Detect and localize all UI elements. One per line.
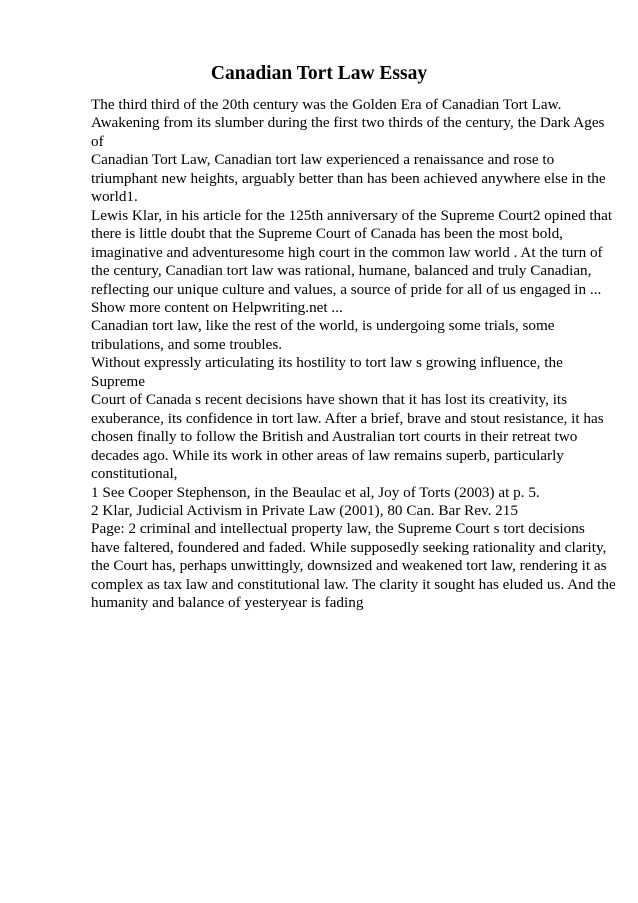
body-line: Without expressly articulating its hostility to tort law s growing influence, the: [91, 354, 563, 372]
body-line: Page: 2 criminal and intellectual property law, the Supreme Court s tort decisions: [91, 520, 585, 538]
body-line: complex as tax law and constitutional law. The clarity it sought has eluded us. And the: [91, 575, 616, 593]
body-line: Canadian Tort Law, Canadian tort law experienced a renaissance and rose to: [91, 151, 555, 169]
show-more-link[interactable]: Show more content on Helpwriting.net ...: [91, 298, 343, 316]
body-line: the Court has, perhaps unwittingly, downsized and weakened tort law, rendering it as: [91, 557, 607, 575]
body-line: imaginative and adventuresome high court in the common law world . At the turn of: [91, 243, 603, 261]
footnote-line: 1 See Cooper Stephenson, in the Beaulac et al, Joy of Torts (2003) at p. 5.: [91, 483, 540, 501]
body-line: Supreme: [91, 372, 145, 390]
body-line: Awakening from its slumber during the first two thirds of the century, the Dark Ages: [91, 114, 605, 132]
body-line: world1.: [91, 188, 138, 206]
body-line: tribulations, and some troubles.: [91, 335, 283, 353]
body-line: there is little doubt that the Supreme Court of Canada has been the most bold,: [91, 225, 563, 243]
body-line: exuberance, its confidence in tort law. After a brief, brave and stout resistance, it has: [91, 409, 604, 427]
footnote-line: 2 Klar, Judicial Activism in Private Law (2001), 80 Can. Bar Rev. 215: [91, 501, 518, 519]
body-line: humanity and balance of yesteryear is fading: [91, 594, 364, 612]
body-line: Court of Canada s recent decisions have shown that it has lost its creativity, its: [91, 391, 568, 409]
body-line: Canadian tort law, like the rest of the world, is undergoing some trials, some: [91, 317, 555, 335]
document-body: [91, 96, 616, 613]
body-line: reflecting our unique culture and values, a source of pride for all of us engaged in ...: [91, 280, 602, 298]
body-line: chosen finally to follow the British and Australian tort courts in their retreat two: [91, 428, 578, 446]
body-line: of: [91, 132, 104, 150]
body-line: constitutional,: [91, 465, 178, 483]
body-line: The third third of the 20th century was the Golden Era of Canadian Tort Law.: [91, 96, 562, 113]
body-line: have faltered, foundered and faded. While supposedly seeking rationality and clarity,: [91, 538, 607, 556]
body-line: triumphant new heights, arguably better than has been achieved anywhere else in the: [91, 169, 606, 187]
document-title: Canadian Tort Law Essay: [210, 63, 428, 84]
body-line: the century, Canadian tort law was rational, humane, balanced and truly Canadian,: [91, 262, 592, 280]
body-line: Lewis Klar, in his article for the 125th anniversary of the Supreme Court2 opined that: [91, 206, 613, 224]
body-line: decades ago. While its work in other areas of law remains superb, particularly: [91, 446, 564, 464]
